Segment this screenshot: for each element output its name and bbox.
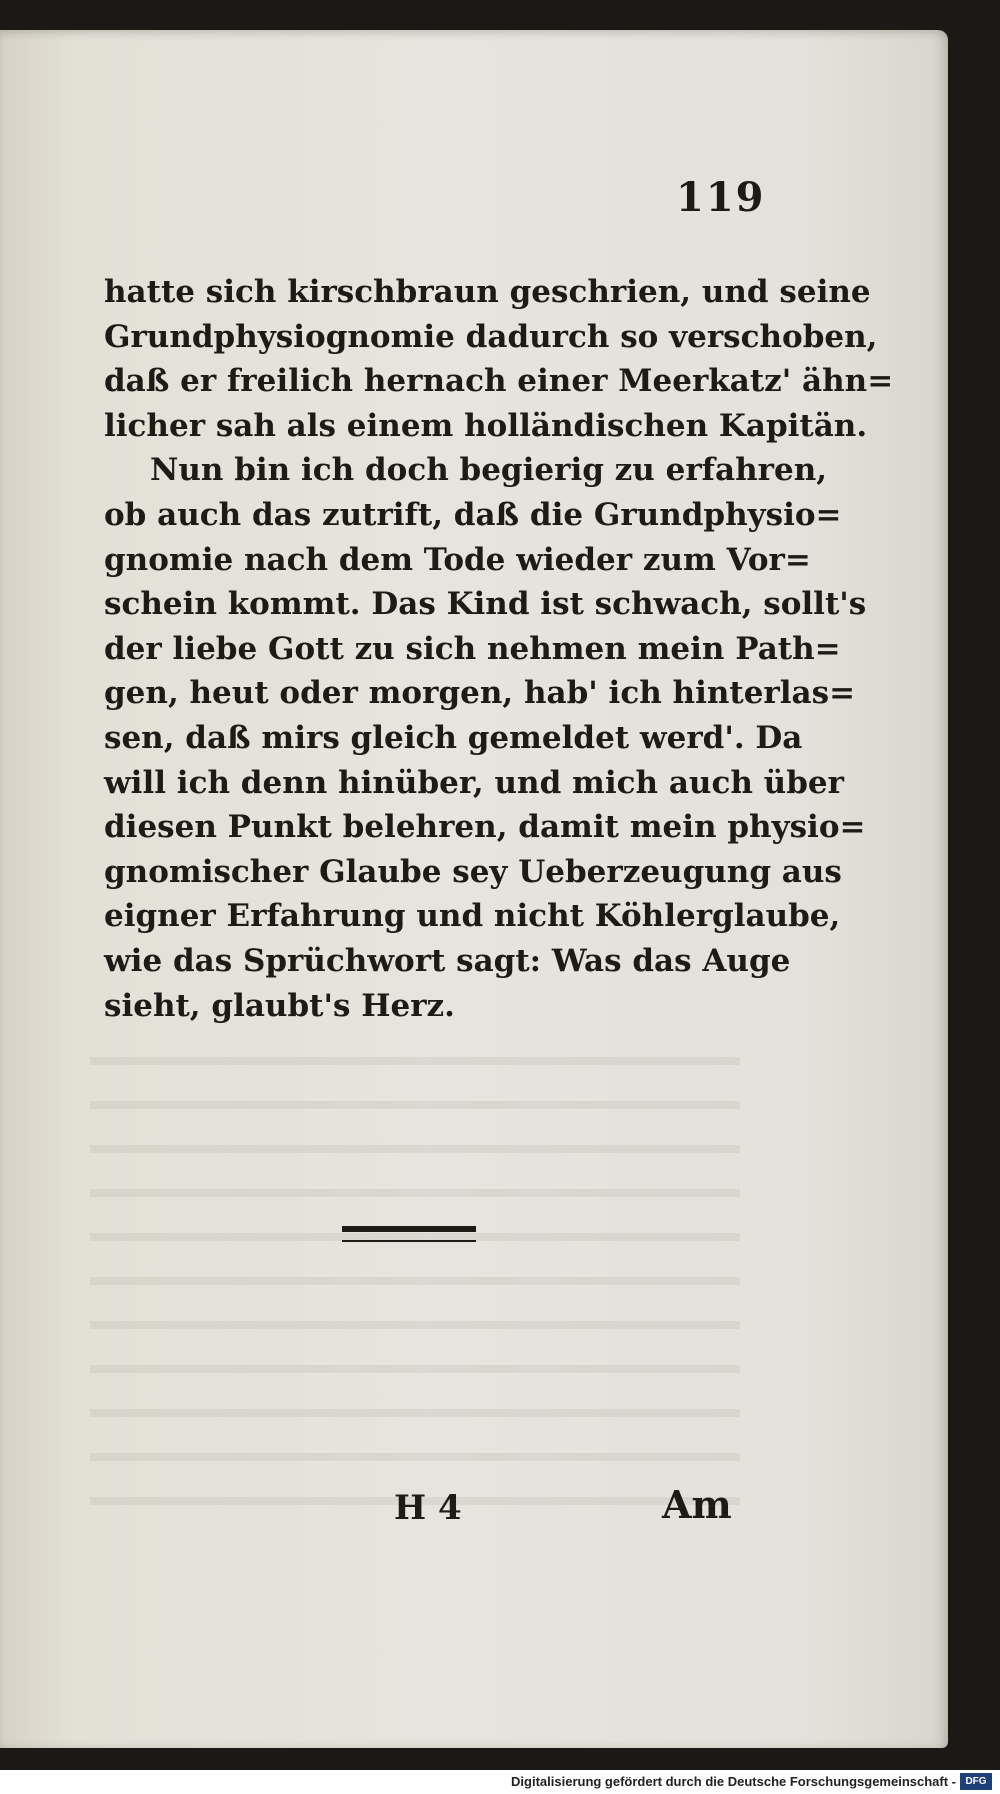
dfg-logo: DFG: [960, 1773, 992, 1790]
section-divider-thin: [342, 1240, 476, 1242]
text-line: licher sah als einem holländischen Kapitän.: [104, 407, 868, 444]
text-line: Grundphysiognomie dadurch so verschoben,: [104, 318, 878, 355]
text-line: sen, daß mirs gleich gemeldet werd'. Da: [104, 719, 803, 756]
text-line: ob auch das zutrift, daß die Grundphysio=: [104, 496, 842, 533]
text-line: der liebe Gott zu sich nehmen mein Path=: [104, 630, 841, 667]
book-page: [0, 30, 948, 1748]
text-line: gnomie nach dem Tode wieder zum Vor=: [104, 541, 811, 578]
section-divider: [342, 1226, 476, 1232]
text-line: wie das Sprüchwort sagt: Was das Auge: [104, 942, 791, 979]
text-line: gnomischer Glaube sey Ueberzeugung aus: [104, 853, 842, 890]
text-line: Nun bin ich doch begierig zu erfahren,: [150, 452, 828, 489]
page-number: 119: [676, 174, 766, 221]
text-line: diesen Punkt belehren, damit mein physio=: [104, 809, 866, 846]
text-line: gen, heut oder morgen, hab' ich hinterlas=: [104, 675, 856, 712]
text-line: sieht, glaubt's Herz.: [104, 987, 455, 1024]
signature-mark: H 4: [394, 1488, 462, 1528]
text-line: daß er freilich hernach einer Meerkatz' ähn=: [104, 363, 894, 400]
digitization-credit-bar: [0, 1770, 1000, 1794]
text-line: will ich denn hinüber, und mich auch über: [104, 764, 844, 801]
text-line: schein kommt. Das Kind ist schwach, sollt's: [104, 586, 867, 623]
show-through-text: [90, 1035, 740, 1505]
page-body: [104, 270, 894, 1028]
credit-text: Digitalisierung gefördert durch die Deutsche Forschungsgemeinschaft -: [511, 1774, 956, 1789]
catchword: Am: [662, 1482, 732, 1527]
text-line: eigner Erfahrung und nicht Köhlerglaube,: [104, 898, 841, 935]
text-line: hatte sich kirschbraun geschrien, und seine: [104, 274, 871, 310]
